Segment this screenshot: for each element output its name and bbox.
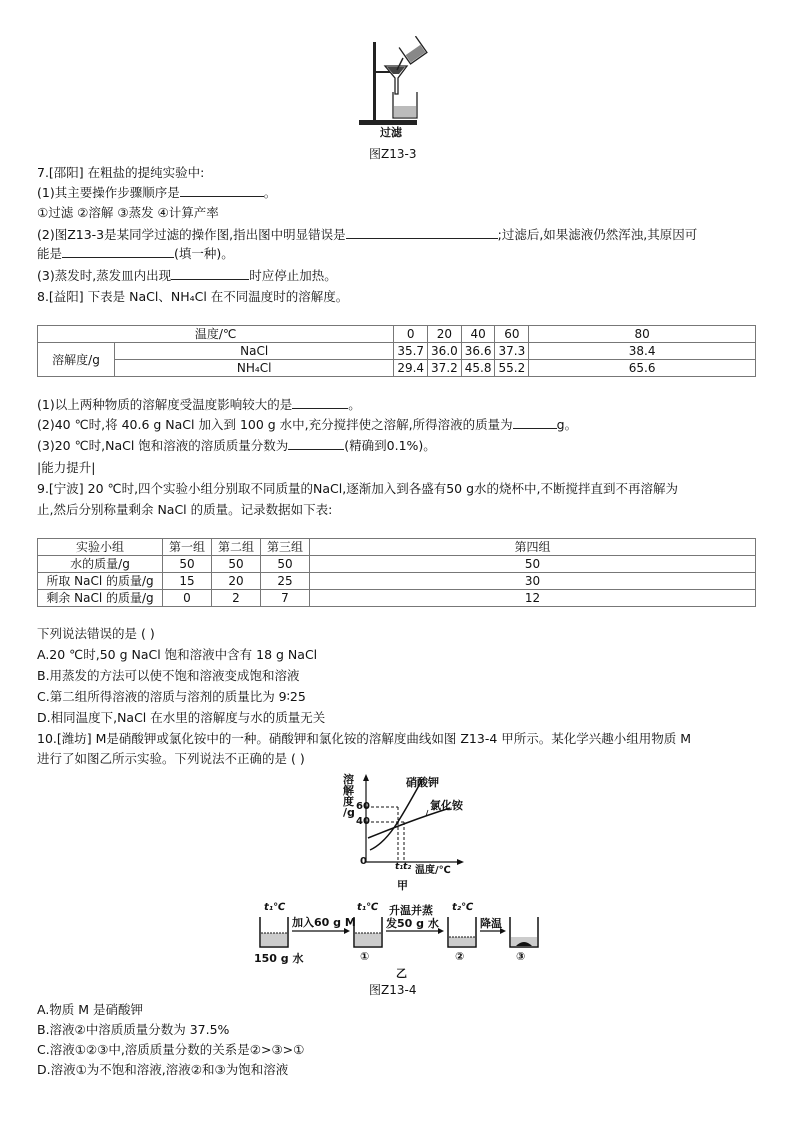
table-cell: 50 — [163, 556, 212, 573]
substance-name: NaCl — [115, 343, 394, 360]
q8-part1: (1)以上两种物质的溶解度受温度影响较大的是 。 — [37, 397, 361, 412]
q7-stem: 7.[邵阳] 在粗盐的提纯实验中: — [37, 165, 205, 180]
beaker1-temp: t₁℃ — [357, 902, 379, 913]
table-cell: 65.6 — [529, 360, 756, 377]
q7-part3: (3)蒸发时,蒸发皿内出现 时应停止加热。 — [37, 268, 337, 283]
answer-blank[interactable] — [171, 267, 249, 280]
table-cell: 35.7 — [394, 343, 428, 360]
temp-cell: 60 — [495, 326, 529, 343]
table-header: 第二组 — [212, 539, 261, 556]
step1-label: 加入60 g M — [292, 916, 356, 929]
q9-option-a: A.20 ℃时,50 g NaCl 饱和溶液中含有 18 g NaCl — [37, 647, 318, 662]
graph-xlabel: 温度/℃ — [415, 865, 451, 876]
q7-options: ①过滤 ②溶解 ③蒸发 ④计算产率 — [37, 205, 219, 220]
row-label: 剩余 NaCl 的质量/g — [38, 590, 163, 607]
experiment-table — [37, 538, 756, 607]
table-cell: 0 — [163, 590, 212, 607]
q7-part2-cont: 能是 (填一种)。 — [37, 246, 234, 261]
table-cell: 38.4 — [529, 343, 756, 360]
filtration-apparatus-figure — [355, 36, 445, 136]
row-label: 水的质量/g — [38, 556, 163, 573]
table-header: 实验小组 — [38, 539, 163, 556]
answer-blank[interactable] — [62, 245, 174, 258]
table-cell: 30 — [310, 573, 756, 590]
graph-sublabel: 甲 — [397, 879, 408, 892]
table-cell: 50 — [261, 556, 310, 573]
section-heading: |能力提升| — [37, 460, 96, 475]
figure-label: 过滤 — [380, 126, 402, 139]
answer-blank[interactable] — [292, 396, 348, 409]
table-cell: 15 — [163, 573, 212, 590]
solubility-header: 溶解度/g — [38, 343, 115, 377]
solution-3-label: ③ — [516, 950, 526, 963]
beaker-initial — [260, 917, 288, 947]
beaker2-temp: t₂℃ — [452, 902, 474, 913]
q9-option-d: D.相同温度下,NaCl 在水里的溶解度与水的质量无关 — [37, 710, 326, 725]
figure-caption: 图Z13-4 — [369, 983, 417, 997]
experiment-sublabel: 乙 — [396, 967, 407, 980]
beaker-2 — [448, 917, 476, 947]
graph-ylabel: 溶 解 度 /g — [343, 773, 355, 819]
temp-cell: 20 — [428, 326, 462, 343]
beaker-3 — [510, 917, 538, 947]
beaker0-temp: t₁℃ — [264, 902, 286, 913]
table-cell: 2 — [212, 590, 261, 607]
solubility-table — [37, 325, 756, 377]
y-tick-60: 60 — [356, 801, 370, 812]
table-cell: 50 — [212, 556, 261, 573]
water-label: 150 g 水 — [254, 952, 304, 965]
q8-stem: 8.[益阳] 下表是 NaCl、NH₄Cl 在不同温度时的溶解度。 — [37, 289, 349, 304]
table-cell: 20 — [212, 573, 261, 590]
temp-cell: 0 — [394, 326, 428, 343]
table-cell: 29.4 — [394, 360, 428, 377]
beaker-1 — [354, 917, 382, 947]
table-cell: 36.6 — [461, 343, 495, 360]
table-cell: 7 — [261, 590, 310, 607]
q10-option-c: C.溶液①②③中,溶质质量分数的关系是②>③>① — [37, 1042, 305, 1057]
answer-blank[interactable] — [346, 226, 498, 239]
answer-blank[interactable] — [180, 184, 264, 197]
kno3-label: 硝酸钾 — [406, 776, 439, 789]
q10-stem-1: 10.[潍坊] M是硝酸钾或氯化铵中的一种。硝酸钾和氯化铵的溶解度曲线如图 Z13-4 甲所示。某化学兴趣小组用物质 M — [37, 731, 692, 746]
q8-part2: (2)40 ℃时,将 40.6 g NaCl 加入到 100 g 水中,充分搅拌使之溶解,所得溶液的质量为 g。 — [37, 417, 578, 432]
temp-cell: 80 — [529, 326, 756, 343]
step2-label-b: 发50 g 水 — [386, 917, 439, 930]
y-tick-40: 40 — [356, 816, 370, 827]
table-cell: 55.2 — [495, 360, 529, 377]
table-cell: 50 — [310, 556, 756, 573]
table-cell: 36.0 — [428, 343, 462, 360]
q7-part1: (1)其主要操作步骤顺序是 。 — [37, 185, 277, 200]
table-cell: 12 — [310, 590, 756, 607]
answer-blank[interactable] — [288, 437, 344, 450]
x-tick-t2: t₂ — [403, 862, 412, 872]
step3-label: 降温 — [480, 917, 502, 930]
solution-1-label: ① — [360, 950, 370, 963]
figure-caption: 图Z13-3 — [369, 147, 417, 161]
table-header: 第一组 — [163, 539, 212, 556]
answer-blank[interactable] — [513, 416, 557, 429]
table-header: 第四组 — [310, 539, 756, 556]
temp-cell: 40 — [461, 326, 495, 343]
substance-name: NH₄Cl — [115, 360, 394, 377]
q9-stem-2: 止,然后分别称量剩余 NaCl 的质量。记录数据如下表: — [37, 502, 333, 517]
row-label: 所取 NaCl 的质量/g — [38, 573, 163, 590]
table-cell: 37.3 — [495, 343, 529, 360]
solution-2-label: ② — [455, 950, 465, 963]
step2-label-a: 升温并蒸 — [389, 904, 433, 917]
table-header: 第三组 — [261, 539, 310, 556]
q10-stem-2: 进行了如图乙所示实验。下列说法不正确的是 ( ) — [37, 751, 305, 766]
q10-option-a: A.物质 M 是硝酸钾 — [37, 1002, 144, 1017]
nh4cl-label: 氯化铵 — [430, 799, 463, 812]
q9-stem-1: 9.[宁波] 20 ℃时,四个实验小组分别取不同质量的NaCl,逐渐加入到各盛有50 g水的烧杯中,不断搅拌直到不再溶解为 — [37, 481, 679, 496]
q10-option-b: B.溶液②中溶质质量分数为 37.5% — [37, 1022, 230, 1037]
q10-option-d: D.溶液①为不饱和溶液,溶液②和③为饱和溶液 — [37, 1062, 289, 1077]
q9-option-c: C.第二组所得溶液的溶质与溶剂的质量比为 9∶25 — [37, 689, 306, 704]
temp-header: 温度/℃ — [38, 326, 394, 343]
q9-question: 下列说法错误的是 ( ) — [37, 626, 155, 641]
q8-part3: (3)20 ℃时,NaCl 饱和溶液的溶质质量分数为 (精确到0.1%)。 — [37, 438, 436, 453]
q9-option-b: B.用蒸发的方法可以使不饱和溶液变成饱和溶液 — [37, 668, 300, 683]
y-tick-0: 0 — [360, 856, 367, 867]
q7-part2: (2)图Z13-3是某同学过滤的操作图,指出图中明显错误是 ;过滤后,如果滤液仍然浑浊,其原因可 — [37, 227, 698, 242]
x-tick-t1: t₁ — [395, 862, 404, 872]
table-cell: 45.8 — [461, 360, 495, 377]
table-cell: 25 — [261, 573, 310, 590]
table-cell: 37.2 — [428, 360, 462, 377]
